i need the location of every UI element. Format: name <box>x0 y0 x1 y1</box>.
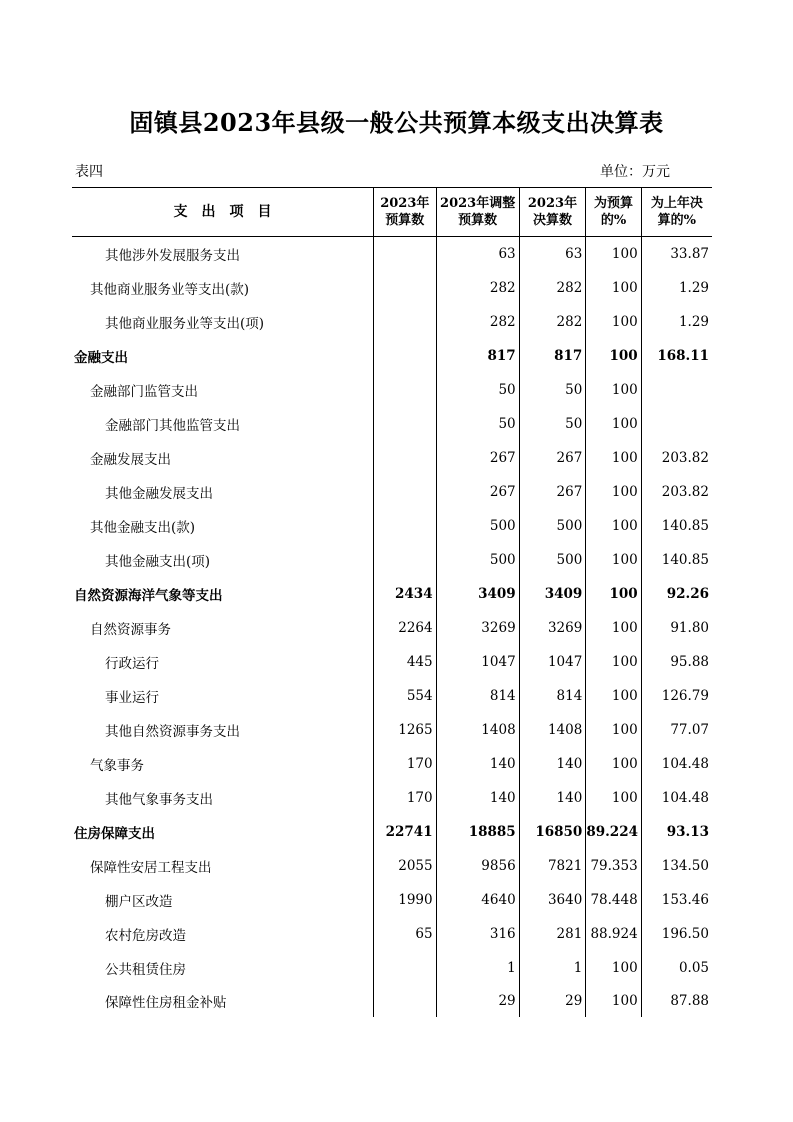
table-row <box>72 305 712 339</box>
pct-of-prev-year-cell: 196.50 <box>641 917 712 951</box>
table-row <box>72 815 712 849</box>
header-pct-of-prev-year: 为上年决 算的% <box>641 188 712 237</box>
table-row <box>72 509 712 543</box>
table-row <box>72 849 712 883</box>
final-accounts-cell: 63 <box>519 237 586 272</box>
pct-of-prev-year-cell: 203.82 <box>641 441 712 475</box>
item-name-cell: 金融发展支出 <box>90 452 171 468</box>
budget-cell <box>374 441 437 475</box>
item-name-cell: 其他自然资源事务支出 <box>105 724 240 740</box>
pct-of-prev-year-cell: 134.50 <box>641 849 712 883</box>
pct-of-prev-year-cell: 104.48 <box>641 747 712 781</box>
pct-of-prev-year-cell: 87.88 <box>641 985 712 1017</box>
pct-of-budget-cell: 100 <box>586 679 641 713</box>
budget-cell: 2434 <box>374 577 437 611</box>
item-name-cell: 其他涉外发展服务支出 <box>105 248 240 264</box>
adjusted-budget-cell: 50 <box>436 407 519 441</box>
pct-of-budget-cell: 78.448 <box>586 883 641 917</box>
final-accounts-cell: 7821 <box>519 849 586 883</box>
adjusted-budget-cell: 140 <box>436 747 519 781</box>
item-name-cell: 其他商业服务业等支出(款) <box>90 282 250 298</box>
adjusted-budget-cell: 140 <box>436 781 519 815</box>
table-row <box>72 917 712 951</box>
table-row <box>72 475 712 509</box>
pct-of-prev-year-cell: 1.29 <box>641 305 712 339</box>
table-row <box>72 883 712 917</box>
budget-cell <box>374 339 437 373</box>
adjusted-budget-cell: 267 <box>436 441 519 475</box>
pct-of-budget-cell: 100 <box>586 611 641 645</box>
pct-of-prev-year-cell: 92.26 <box>641 577 712 611</box>
final-accounts-cell: 281 <box>519 917 586 951</box>
adjusted-budget-cell: 282 <box>436 305 519 339</box>
adjusted-budget-cell: 316 <box>436 917 519 951</box>
pct-of-prev-year-cell: 126.79 <box>641 679 712 713</box>
budget-cell <box>374 985 437 1017</box>
pct-of-prev-year-cell: 153.46 <box>641 883 712 917</box>
pct-of-budget-cell: 100 <box>586 237 641 272</box>
pct-of-prev-year-cell: 140.85 <box>641 509 712 543</box>
header-item: 支 出 项 目 <box>72 188 374 237</box>
adjusted-budget-cell: 1047 <box>436 645 519 679</box>
budget-cell <box>374 951 437 985</box>
item-name-cell: 金融支出 <box>74 350 128 366</box>
table-row <box>72 441 712 475</box>
final-accounts-cell: 3640 <box>519 883 586 917</box>
final-accounts-cell: 500 <box>519 509 586 543</box>
final-accounts-cell: 267 <box>519 475 586 509</box>
pct-of-budget-cell: 100 <box>586 305 641 339</box>
item-name-cell: 金融部门监管支出 <box>90 384 198 400</box>
adjusted-budget-cell: 500 <box>436 509 519 543</box>
pct-of-budget-cell: 100 <box>586 985 641 1017</box>
budget-cell: 2264 <box>374 611 437 645</box>
item-name-cell: 公共租赁住房 <box>105 962 186 978</box>
table-number-label: 表四 <box>75 164 103 180</box>
item-name-cell: 保障性住房租金补贴 <box>105 995 227 1011</box>
table-row <box>72 237 712 272</box>
adjusted-budget-cell: 9856 <box>436 849 519 883</box>
pct-of-budget-cell: 79.353 <box>586 849 641 883</box>
final-accounts-cell: 16850 <box>519 815 586 849</box>
pct-of-prev-year-cell: 168.11 <box>641 339 712 373</box>
item-name-cell: 自然资源海洋气象等支出 <box>74 588 223 604</box>
final-accounts-cell: 3409 <box>519 577 586 611</box>
adjusted-budget-cell: 3409 <box>436 577 519 611</box>
pct-of-budget-cell: 100 <box>586 339 641 373</box>
final-accounts-cell: 282 <box>519 271 586 305</box>
adjusted-budget-cell: 4640 <box>436 883 519 917</box>
item-name-cell: 保障性安居工程支出 <box>90 860 212 876</box>
pct-of-budget-cell: 100 <box>586 645 641 679</box>
budget-cell <box>374 373 437 407</box>
pct-of-prev-year-cell: 1.29 <box>641 271 712 305</box>
item-name-cell: 农村危房改造 <box>105 928 186 944</box>
pct-of-budget-cell: 100 <box>586 543 641 577</box>
adjusted-budget-cell: 817 <box>436 339 519 373</box>
budget-cell <box>374 305 437 339</box>
item-name-cell: 其他金融支出(款) <box>90 520 196 536</box>
adjusted-budget-cell: 814 <box>436 679 519 713</box>
pct-of-budget-cell: 100 <box>586 475 641 509</box>
final-accounts-cell: 29 <box>519 985 586 1017</box>
table-row <box>72 645 712 679</box>
item-name-cell: 其他金融支出(项) <box>105 554 211 570</box>
budget-cell <box>374 543 437 577</box>
final-accounts-cell: 140 <box>519 747 586 781</box>
budget-cell <box>374 509 437 543</box>
table-body <box>72 237 712 1018</box>
item-name-cell: 行政运行 <box>105 656 159 672</box>
adjusted-budget-cell: 50 <box>436 373 519 407</box>
pct-of-budget-cell: 100 <box>586 747 641 781</box>
pct-of-budget-cell: 100 <box>586 577 641 611</box>
pct-of-budget-cell: 100 <box>586 441 641 475</box>
table-row <box>72 543 712 577</box>
budget-cell: 2055 <box>374 849 437 883</box>
final-accounts-cell: 1408 <box>519 713 586 747</box>
budget-cell <box>374 475 437 509</box>
pct-of-budget-cell: 89.224 <box>586 815 641 849</box>
header-budget: 2023年 预算数 <box>374 188 437 237</box>
item-name-cell: 棚户区改造 <box>105 894 173 910</box>
table-row <box>72 747 712 781</box>
item-name-cell: 事业运行 <box>105 690 159 706</box>
table-row <box>72 373 712 407</box>
adjusted-budget-cell: 29 <box>436 985 519 1017</box>
adjusted-budget-cell: 63 <box>436 237 519 272</box>
item-name-cell: 气象事务 <box>90 758 144 774</box>
table-row <box>72 339 712 373</box>
table-header <box>72 188 712 237</box>
pct-of-prev-year-cell: 77.07 <box>641 713 712 747</box>
table-row <box>72 679 712 713</box>
adjusted-budget-cell: 500 <box>436 543 519 577</box>
table-row <box>72 985 712 1017</box>
adjusted-budget-cell: 18885 <box>436 815 519 849</box>
final-accounts-cell: 1 <box>519 951 586 985</box>
adjusted-budget-cell: 3269 <box>436 611 519 645</box>
pct-of-prev-year-cell <box>641 407 712 441</box>
table-row <box>72 271 712 305</box>
pct-of-prev-year-cell: 95.88 <box>641 645 712 679</box>
item-name-cell: 其他气象事务支出 <box>105 792 213 808</box>
pct-of-prev-year-cell: 33.87 <box>641 237 712 272</box>
budget-cell: 65 <box>374 917 437 951</box>
item-name-cell: 自然资源事务 <box>90 622 171 638</box>
pct-of-prev-year-cell: 104.48 <box>641 781 712 815</box>
budget-cell <box>374 271 437 305</box>
pct-of-budget-cell: 100 <box>586 407 641 441</box>
item-name-cell: 住房保障支出 <box>74 826 155 842</box>
budget-cell: 445 <box>374 645 437 679</box>
unit-label: 单位：万元 <box>600 164 670 180</box>
final-accounts-cell: 140 <box>519 781 586 815</box>
final-accounts-cell: 3269 <box>519 611 586 645</box>
pct-of-budget-cell: 100 <box>586 373 641 407</box>
table-row <box>72 611 712 645</box>
final-accounts-cell: 50 <box>519 373 586 407</box>
adjusted-budget-cell: 1 <box>436 951 519 985</box>
pct-of-prev-year-cell: 0.05 <box>641 951 712 985</box>
item-name-cell: 其他商业服务业等支出(项) <box>105 316 265 332</box>
pct-of-prev-year-cell: 203.82 <box>641 475 712 509</box>
pct-of-budget-cell: 88.924 <box>586 917 641 951</box>
pct-of-budget-cell: 100 <box>586 781 641 815</box>
header-pct-of-budget: 为预算 的% <box>586 188 641 237</box>
pct-of-budget-cell: 100 <box>586 509 641 543</box>
final-accounts-cell: 814 <box>519 679 586 713</box>
pct-of-prev-year-cell: 93.13 <box>641 815 712 849</box>
pct-of-budget-cell: 100 <box>586 713 641 747</box>
budget-cell: 170 <box>374 781 437 815</box>
final-accounts-cell: 267 <box>519 441 586 475</box>
pct-of-budget-cell: 100 <box>586 271 641 305</box>
pct-of-prev-year-cell: 91.80 <box>641 611 712 645</box>
page-title: 固镇县2023年县级一般公共预算本级支出决算表 <box>129 108 664 137</box>
table-row <box>72 577 712 611</box>
budget-cell: 1990 <box>374 883 437 917</box>
header-adjusted-budget: 2023年调整 预算数 <box>436 188 519 237</box>
table-row <box>72 713 712 747</box>
pct-of-budget-cell: 100 <box>586 951 641 985</box>
final-accounts-cell: 817 <box>519 339 586 373</box>
adjusted-budget-cell: 1408 <box>436 713 519 747</box>
budget-cell <box>374 237 437 272</box>
final-accounts-cell: 50 <box>519 407 586 441</box>
budget-cell: 1265 <box>374 713 437 747</box>
budget-cell: 170 <box>374 747 437 781</box>
budget-cell: 554 <box>374 679 437 713</box>
budget-cell <box>374 407 437 441</box>
final-accounts-cell: 500 <box>519 543 586 577</box>
adjusted-budget-cell: 282 <box>436 271 519 305</box>
item-name-cell: 其他金融发展支出 <box>105 486 213 502</box>
budget-cell: 22741 <box>374 815 437 849</box>
table-row <box>72 407 712 441</box>
pct-of-prev-year-cell <box>641 373 712 407</box>
pct-of-prev-year-cell: 140.85 <box>641 543 712 577</box>
table-row <box>72 781 712 815</box>
final-accounts-cell: 282 <box>519 305 586 339</box>
item-name-cell: 金融部门其他监管支出 <box>105 418 240 434</box>
final-accounts-cell: 1047 <box>519 645 586 679</box>
expenditure-table <box>72 187 712 1017</box>
adjusted-budget-cell: 267 <box>436 475 519 509</box>
header-final-accounts: 2023年 决算数 <box>519 188 586 237</box>
table-row <box>72 951 712 985</box>
